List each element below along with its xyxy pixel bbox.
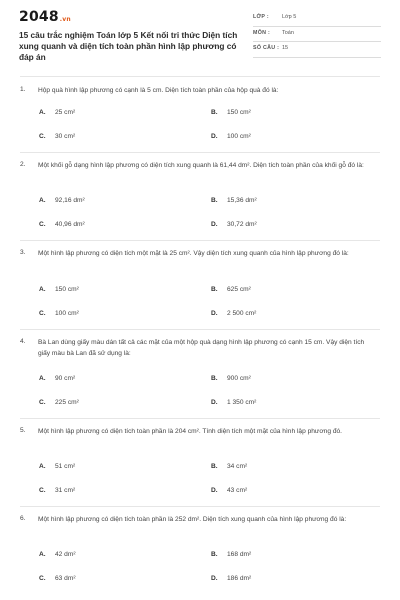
option-letter: C.	[39, 487, 46, 494]
option-value: 100 cm²	[227, 133, 251, 140]
option-letter: D.	[211, 487, 218, 494]
option-letter: A.	[39, 109, 46, 116]
meta-grade-label: LỚP :	[253, 14, 269, 20]
option-letter: D.	[211, 133, 218, 140]
question-divider	[20, 152, 380, 153]
option-letter: B.	[211, 286, 218, 293]
option-value: 31 cm²	[55, 487, 76, 494]
question-text: Bà Lan dùng giấy màu dán tất cả các mặt của một hộp quà dạng hình lập phương có cạnh 15 cm. Vậy diện tích giấy màu bà Lan đã sử dụng là:	[38, 339, 365, 357]
option-c[interactable]	[39, 221, 85, 228]
option-value: 30,72 dm²	[227, 221, 257, 228]
option-letter: D.	[211, 310, 218, 317]
option-value: 90 cm²	[55, 375, 76, 382]
question-text: Một hình lập phương có diện tích toàn phần là 204 cm². Tính diện tích một mặt của hình lập phương đó.	[38, 428, 343, 435]
meta-grade-value: Lớp 5	[282, 14, 297, 20]
option-letter: A.	[39, 463, 46, 470]
option-c[interactable]	[39, 310, 79, 317]
option-value: 92,16 dm²	[55, 197, 85, 204]
option-value: 25 cm²	[55, 109, 76, 116]
option-letter: B.	[211, 197, 218, 204]
option-letter: C.	[39, 310, 46, 317]
option-c[interactable]	[39, 399, 79, 406]
option-a[interactable]	[39, 109, 75, 116]
option-letter: D.	[211, 399, 218, 406]
question-text: Một khối gỗ dạng hình lập phương có diện tích xung quanh là 61,44 dm². Diện tích toàn phần của khối gỗ đó là:	[38, 162, 364, 169]
option-c[interactable]	[39, 487, 75, 494]
meta-subject-value: Toán	[282, 29, 294, 36]
option-d[interactable]	[211, 399, 256, 406]
question-number: 6.	[20, 515, 26, 522]
question-number: 1.	[20, 86, 26, 93]
option-c[interactable]	[39, 575, 76, 582]
option-letter: A.	[39, 375, 46, 382]
option-d[interactable]	[211, 487, 247, 494]
option-a[interactable]	[39, 375, 75, 382]
option-d[interactable]	[211, 133, 251, 140]
option-letter: A.	[39, 197, 46, 204]
option-letter: B.	[211, 463, 218, 470]
question-number: 2.	[20, 161, 26, 168]
option-b[interactable]	[211, 286, 251, 293]
option-value: 51 cm²	[55, 463, 76, 470]
option-value: 186 dm²	[227, 575, 252, 582]
meta-count-row	[253, 43, 381, 58]
worksheet-meta	[253, 12, 381, 59]
option-value: 63 dm²	[55, 575, 76, 582]
option-b[interactable]	[211, 463, 247, 470]
option-letter: C.	[39, 575, 46, 582]
option-letter: D.	[211, 575, 218, 582]
option-value: 1 350 cm²	[227, 399, 257, 406]
option-letter: C.	[39, 221, 46, 228]
meta-count-label: SỐ CÂU :	[253, 45, 280, 51]
option-value: 900 cm²	[227, 375, 251, 382]
option-letter: B.	[211, 375, 218, 382]
option-letter: C.	[39, 133, 46, 140]
meta-grade-row	[253, 12, 381, 27]
option-value: 30 cm²	[55, 133, 76, 140]
option-value: 225 cm²	[55, 399, 79, 406]
logo-domain: .vn	[59, 16, 71, 23]
question-divider	[20, 329, 380, 330]
option-letter: A.	[39, 286, 46, 293]
question-divider	[20, 506, 380, 507]
question-text: Hộp quà hình lập phương có cạnh là 5 cm. Diện tích toàn phần của hộp quà đó là:	[38, 87, 279, 94]
option-value: 150 cm²	[227, 109, 251, 116]
option-b[interactable]	[211, 197, 257, 204]
document-title: 15 câu trắc nghiệm Toán lớp 5 Kết nối tri thức Diện tích xung quanh và diện tích toàn phần hình lập phương có đáp án	[19, 30, 238, 62]
option-b[interactable]	[211, 109, 251, 116]
option-value: 150 cm²	[55, 286, 79, 293]
option-a[interactable]	[39, 286, 79, 293]
option-value: 100 cm²	[55, 310, 79, 317]
option-a[interactable]	[39, 463, 75, 470]
meta-subject-row	[253, 28, 381, 43]
option-value: 42 dm²	[55, 551, 76, 558]
option-letter: C.	[39, 399, 46, 406]
site-logo[interactable]	[19, 9, 71, 25]
option-value: 40,96 dm²	[55, 221, 85, 228]
option-letter: B.	[211, 109, 218, 116]
option-value: 15,36 dm²	[227, 197, 257, 204]
option-value: 34 cm²	[227, 463, 248, 470]
option-a[interactable]	[39, 551, 76, 558]
option-b[interactable]	[211, 551, 251, 558]
question-number: 5.	[20, 427, 26, 434]
meta-subject-label: MÔN :	[253, 29, 271, 36]
logo-text: 2048	[19, 9, 59, 25]
option-value: 625 cm²	[227, 286, 251, 293]
option-letter: B.	[211, 551, 218, 558]
question-number: 4.	[20, 338, 26, 345]
option-d[interactable]	[211, 575, 251, 582]
header-divider	[20, 76, 380, 77]
option-value: 2 500 cm²	[227, 310, 257, 317]
option-letter: D.	[211, 221, 218, 228]
question-divider	[20, 418, 380, 419]
question-divider	[20, 240, 380, 241]
meta-count-value: 15	[282, 45, 289, 51]
question-number: 3.	[20, 249, 26, 256]
question-text: Một hình lập phương có diện tích một mặt là 25 cm². Vậy diện tích xung quanh của hình lập phương đó là:	[38, 250, 349, 257]
option-c[interactable]	[39, 133, 75, 140]
option-a[interactable]	[39, 197, 85, 204]
option-d[interactable]	[211, 310, 256, 317]
option-value: 43 cm²	[227, 487, 248, 494]
option-b[interactable]	[211, 375, 251, 382]
question-text: Một hình lập phương có diện tích toàn phần là 252 dm². Diện tích xung quanh của hình lập phương đó là:	[38, 516, 347, 523]
option-letter: A.	[39, 551, 46, 558]
option-d[interactable]	[211, 221, 257, 228]
option-value: 168 dm²	[227, 551, 252, 558]
